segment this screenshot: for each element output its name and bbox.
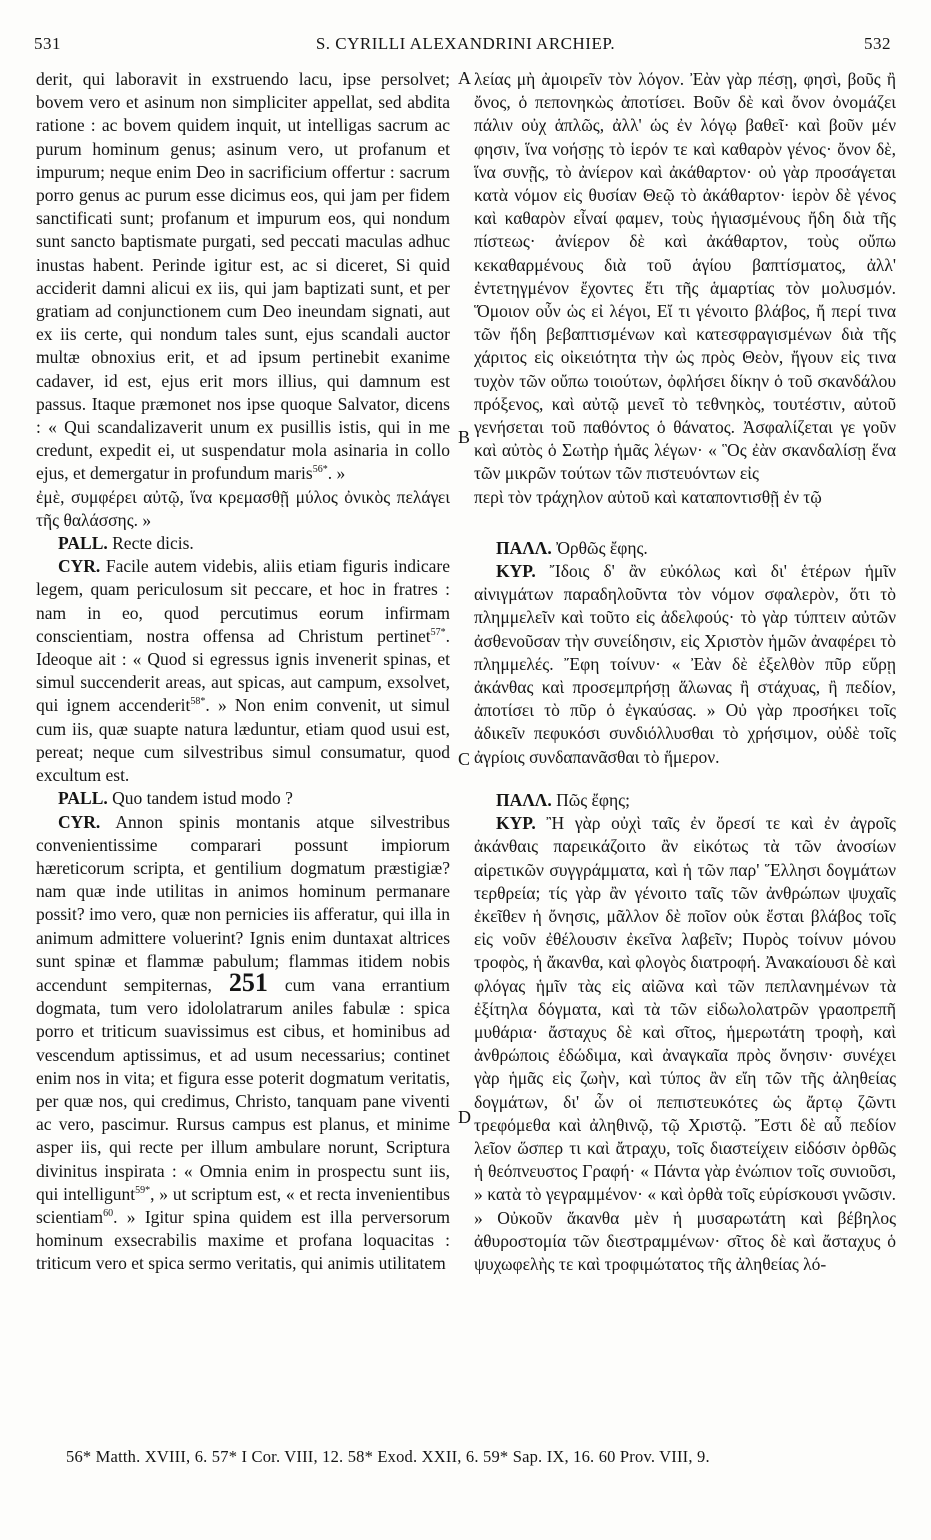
margin-letter-b: B	[458, 427, 471, 447]
greek-column	[474, 68, 896, 1276]
latin-text: . » Non enim convenit, ut simul cum iis, quæ suapte natura læduntur, etiam quod usui est, pereat; neque cum silvestribus simul consumatur, quod excultum est.	[36, 695, 450, 786]
speaker-label: PALL.	[58, 533, 108, 554]
speaker-label: ΚΥΡ.	[496, 813, 536, 834]
left-page-number: 531	[34, 34, 61, 53]
latin-text: Facile autem videbis, aliis etiam figuris indicare legem, quam periculosum sit peccare, et hoc in fratres : nam in eo, quod percutimus eorum infirmam conscientiam, nostra offensa ad Christum pertinet	[36, 556, 451, 646]
dialogue-cyr	[474, 812, 896, 1276]
latin-text: Annon spinis montanis atque silvestribus convenientissime comparari possunt impiorum hæreticorum scripta, et gentilium dogmatum præstigiæ? nam quæ inde utilitas in animos hominum permanare possit? imo vero, quæ non pernicies iis afferatur, qui illa in animum admittere voluerint? Ignis enim duntaxat altrices sunt spinæ et flammæ pabulum; flammas itidem nobis accendunt sempiternas,	[36, 811, 450, 995]
margin-letter-d: D	[458, 1107, 471, 1127]
speaker-label: ΠΑΛΛ.	[496, 789, 552, 810]
dialogue-pall	[474, 537, 896, 560]
latin-text: . » Igitur spina quidem est illa perversorum hominum exsecrabilis maxime et profana loquacitas : triticum vero et spica sermo veritatis, qui animis utilitatem	[36, 1206, 450, 1274]
speaker-label: ΠΑΛΛ.	[496, 537, 552, 558]
latin-text: cum vana errantium dogmata, tum vero idololatrarum aniles fabulæ : spica porro et triticum suavissimus est cibus, et hominibus ad vescendum aptissimus, et ad usum necessarius; continet enim nos in vita; et figura esse poterit dogmatum veritatis, per quæ nos, qui credimus, Christo, tanquam pane viventi ac vero, pascimur. Rursus campus est planus, et minime asper iis, qui recte per illum ambulare norunt, Scriptura divinitus inspirata : « Omnia enim in prospectu sunt iis, qui intelligunt	[36, 974, 450, 1204]
edition-page-marker: 251	[228, 967, 268, 997]
latin-text: Quo tandem istud modo ?	[112, 788, 293, 809]
latin-paragraph	[36, 68, 450, 486]
latin-text: . »	[327, 463, 346, 484]
margin-letter-a: A	[458, 68, 471, 88]
latin-text: . Ideoque ait : « Quod si egressus ignis invenerit spinas, et simul succenderit areas, aut spicas, aut campum, exsolvet, qui ignem accenderit	[36, 625, 450, 716]
speaker-label: CYR.	[58, 556, 101, 577]
greek-paragraph: περὶ τὸν τράχηλον αὐτοῦ καὶ καταποντισθῇ ἐν τῷ	[474, 486, 822, 507]
dialogue-cyr	[474, 560, 896, 769]
greek-spill-text: ἐμὲ, συμφέρει αὐτῷ, ἵνα κρεμασθῇ μύλος ὀνικὸς πελάγει τῆς θαλάσσης. »	[36, 486, 450, 530]
latin-text: derit, qui laboravit in exstruendo lacu, ipse persolvet; bovem vero et asinum non simpliciter appellat, sed abdita ratione : ac bovem quidem inquit, ut intelligas sacrum ac purum hominum genus; asinum vero, ut profanum et impurum; neque enim Deo in sacrificium offertur : sacrum porro genus ac purum esse dicimus eos, qui jam per fidem sanctificati sunt; profanum et impurum eos, qui nondum sunt sancto baptismate purgati, sed peccati maculas adhuc inustas habent. Perinde igitur est, ac si diceret, Si quid acciderit damni alicui ex iis, qui jam baptizati sunt, et per gratiam ad conjunctionem cum Deo ineundam signati, aut ex iis certe, qui nondum tales sunt, ejus scandali auctor multæ obnoxius erit, et ad ipsum pertinebit exanime cadaver, id est, ejus erit mors illius, qui damnum est passus. Itaque præmonet nos ipse quoque Salvator, dicens : « Qui scandalizaverit unum ex pusillis istis, qui in me credunt, expedit ei, ut suspendatur mola asinaria in collo ejus, et demergatur in profundum maris	[36, 69, 450, 484]
dialogue-cyr	[36, 555, 450, 787]
footnote-ref: 56*	[312, 464, 328, 476]
footnotes: 56* Matth. XVIII, 6. 57* I Cor. VIII, 12. 58* Exod. XXII, 6. 59* Sap. IX, 16. 60 Prov. VIII, 9.	[66, 1447, 710, 1466]
right-page-number: 532	[864, 34, 891, 53]
footnote-ref: 59*	[135, 1184, 151, 1196]
spacer	[474, 509, 896, 537]
dialogue-cyr	[36, 811, 450, 1276]
greek-text: Πῶς ἔφης;	[556, 789, 630, 810]
greek-text: Ὀρθῶς ἔφης.	[556, 537, 648, 558]
speaker-label: PALL.	[58, 788, 108, 809]
latin-text: Recte dicis.	[112, 533, 194, 554]
running-title: S. CYRILLI ALEXANDRINI ARCHIEP.	[315, 34, 616, 53]
footnote-ref: 57*	[430, 627, 446, 639]
latin-column	[36, 68, 450, 1276]
dialogue-pall	[36, 532, 450, 555]
greek-text: Ἴδοις δ' ἂν εὐκόλως καὶ δι' ἑτέρων ἡμῖν αἰνιγμάτων παραδηλοῦντα τὸν νόμον σφαλερὸν, ὅτι τὸ πλημμελεῖν καὶ τοῦτο εἰς ἀδελφούς· τὸ γὰρ τύπτειν αὐτῶν ἀσθενοῦσαν τὴν συνείδησιν, εἰς Χριστὸν ἡμῶν ἀναφέρει τὸ πλημμελές. Ἔφη τοίνυν· « Ἐὰν δὲ ἐξελθὸν πῦρ εὕρῃ ἀκάνθας καὶ προσεμπρήσῃ ἅλωνας ἢ στάχυας, ἢ πεδίον, ἀποτίσει τὸ πῦρ ὁ ἐγκαύσας. » Οὐ γὰρ προσήκει τοῖς ἀδικεῖν πεφυκόσι συνδιόλλυσθαι τὸ χρήσιμον, οὐδὲ τοῖς ἀγρίοις συνδαπανᾶσθαι τὸ ἥμερον.	[474, 561, 897, 767]
dialogue-pall	[474, 789, 896, 812]
margin-letter-c: C	[458, 749, 471, 769]
footnote-ref: 60	[103, 1208, 114, 1220]
dialogue-pall	[36, 787, 450, 810]
speaker-label: ΚΥΡ.	[496, 561, 536, 582]
latin-text: , » ut scriptum est, « et recta invenientibus scientiam	[36, 1183, 450, 1227]
greek-paragraph: λείας μὴ ἀμοιρεῖν τὸν λόγον. Ἐὰν γὰρ πέσῃ, φησὶ, βοῦς ἢ ὄνος, ὁ πεπονηκὼς ἀποτίσει. Βοῦν δὲ καὶ ὄνον ὀνομάζει πάλιν οὐχ ἁπλῶς, ἀλλ' ὡς ἐν λόγῳ βαθεῖ· καὶ βοῦν μέν φησιν, ἵνα νοήσῃς τὸ ἱερόν τε καὶ καθαρὸν γένος· ὄνον δὲ, ἵνα συνῇς, τὸ ἀνίερον καὶ ἀκάθαρτον· οὐ γὰρ προσάγεται κατὰ νόμον εἰς θυσίαν Θεῷ τὸ ἀκάθαρτον· ἱερὸν δὲ γένος καὶ καθαρὸν εἶναί φαμεν, τοὺς ἡγιασμένους ἤδη διὰ τῆς πίστεως· ἀνίερον δὲ καὶ ἀκάθαρτον, τοὺς οὔπω κεκαθαρμένους διὰ τοῦ ἁγίου βαπτίσματος, ἀλλ' ἐντετηγμένον ἔχοντες ἔτι τῆς ἁμαρτίας τὸν μολυσμόν. Ὅμοιον οὖν ὡς εἰ λέγοι, Εἴ τι γένοιτο βλάβος, ἤ περί τινα τῶν ἤδη βεβαπτισμένων καὶ κατεσφραγισμένων διὰ τῆς χάριτος εἰς οἰκειότητα τὴν ὡς πρὸς Θεὸν, ἤγουν εἰς τινα τυχὸν τῶν οὔπω τοιούτων, ὀφλήσει δίκην ὁ τοῦ σκανδάλου πρόξενος, καὶ αὐτῷ μενεῖ τὸ τεθνηκὸς, τουτέστιν, αὐτοῦ γενήσεται τοῦ παθόντος ὁ θάνατος. Ἀσφαλίζεται γε γοῦν καὶ αὐτὸς ὁ Σωτὴρ ἡμᾶς λέγων· « Ὃς ἐὰν σκανδαλίσῃ ἕνα τῶν μικρῶν τούτων τῶν πιστευόντων εἰς	[474, 69, 896, 484]
greek-text: Ἢ γὰρ οὐχὶ ταῖς ἐν ὄρεσί τε καὶ ἐν ἀγροῖς ἀκάνθαις παρεικάζοιτο ἂν εἰκότως τὰ τῶν ἀνοσίων αἱρετικῶν συγγράμματα, καὶ ἡ τῶν παρ' Ἕλλησι δογμάτων τερθρεία; τίς γὰρ ἂν γένοιτο ταῖς τῶν ἀνθρώπων ψυχαῖς ἐκεῖθεν ἡ ὄνησις, μᾶλλον δὲ ποῖον οὐκ ἔσται βλάβος τοῖς εἰς νοῦν ἐθέλουσιν ἐκεῖνα λαβεῖν; Πυρὸς τοίνυν μόνου τροφὸς, ἡ ἄκανθα, καὶ φλογὸς διατροφή. Ἀνακαίουσι δὲ καὶ φλόγας ἡμῖν τὰς εἰς αἰῶνα καὶ τῶν πεπλανημένων τὰ ἐξίτηλα δόγματα, καὶ τὰ τῶν εἰδωλολατρῶν γραοπρεπῆ μυθάρια· ἄσταχυς δὲ καὶ σῖτος, ἡμερωτάτη τροφὴ, καὶ ἀνθρώποις ἐδώδιμα, καὶ ἀναγκαῖα πρὸς ὄνησιν· συνέχει γὰρ ἡμᾶς εἰς ζωὴν, καὶ τύπος ἂν εἴη τῶν τῆς ἀληθείας δογμάτων, δι' ὧν οἱ πεπιστευκότες ὡς ἄρτῳ ζῶντι τρεφόμεθα καὶ ἀληθινῷ, τῷ Χριστῷ. Ἔστι δὲ αὖ πεδίον λεῖον ὥσπερ τι καὶ ἄτραχυ, τοῖς διαστείχειν εἰδόσιν ὀρθῶς ἡ θεόπνευστος Γραφή· « Πάντα γὰρ ἐνώπιον τοῖς συνιοῦσι, » κατὰ τὸ γεγραμμένον· « καὶ ὀρθὰ τοῖς εὑρίσκουσι γνῶσιν. » Οὐκοῦν ἄκανθα μὲν ἡ μυσαρωτάτη καὶ βέβηλος ἀθυροστομία τῶν διεστραμμένων· σῖτος δὲ καὶ ἄσταχυς ὁ ψυχωφελὴς τε καὶ τροφιμώτατος τῆς ἀληθείας λό-	[474, 813, 896, 1274]
speaker-label: CYR.	[58, 811, 101, 832]
footnote-ref: 58*	[190, 696, 206, 708]
spacer	[474, 769, 896, 789]
